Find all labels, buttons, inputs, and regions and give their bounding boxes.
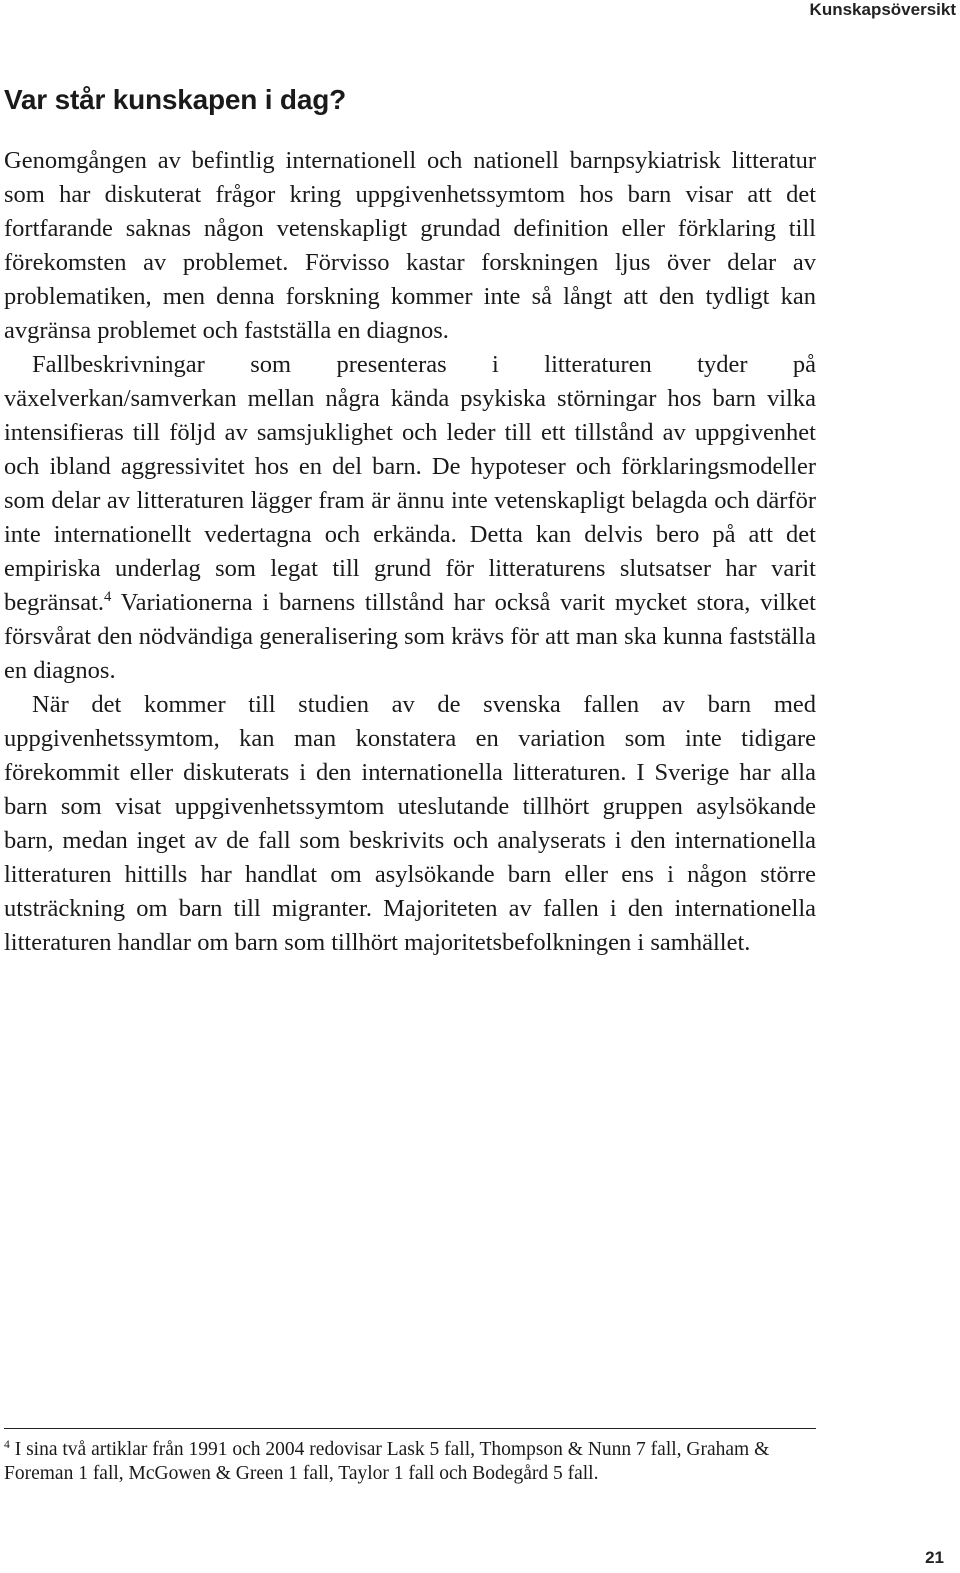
- paragraph-3: När det kommer till studien av de svenska fallen av barn med uppgivenhetssymtom, kan man konstatera en variation som inte tidigare förekommit eller diskuterats i den internationella litteraturen. I Sverige har alla barn som visat uppgivenhetssymtom uteslutande tillhört gruppen asylsökande barn, medan inget av de fall som beskrivits och analyserats i den internationella litteraturen hittills har handlat om asylsökande barn eller ens i någon större utsträckning om barn till migranter. Majoriteten av fallen i den internationella litteraturen handlar om barn som tillhört majoritetsbefolkningen i samhället.: [4, 691, 816, 956]
- footnote-text: I sina två artiklar från 1991 och 2004 redovisar Lask 5 fall, Thompson & Nunn 7 fall, Graham & Foreman 1 fall, McGowen & Green 1 fall, Taylor 1 fall och Bodegård 5 fall.: [4, 1439, 770, 1484]
- running-header: Kunskapsöversikt: [809, 0, 956, 19]
- paragraph-2: [4, 348, 816, 688]
- page-number: 21: [925, 1548, 944, 1567]
- footnote: [4, 1438, 816, 1486]
- paragraph-2-text-continued: Variationerna i barnens tillstånd har också varit mycket stora, vilket försvårat den nödvändiga generalisering som krävs för att man ska kunna fastställa en diagnos.: [4, 589, 816, 684]
- footnote-number: 4: [4, 1437, 10, 1451]
- footnote-separator: [4, 1428, 816, 1429]
- paragraph-1: Genomgången av befintlig internationell och nationell barnpsykiatrisk litteratur som har diskuterat frågor kring uppgivenhetssymtom hos barn visar att det fortfarande saknas någon vetenskapligt grundad definition eller förklaring till förekomsten av problemet. Förvisso kastar forskningen ljus över delar av problematiken, men denna forskning kommer inte så långt att den tydligt kan avgränsa problemet och fastställa en diagnos.: [4, 147, 816, 344]
- section-heading: Var står kunskapen i dag?: [4, 84, 347, 115]
- paragraph-2-text: Fallbeskrivningar som presenteras i litteraturen tyder på växelverkan/samverkan mellan några kända psykiska störningar hos barn vilka intensifieras till följd av samsjuklighet och leder till ett tillstånd av uppgivenhet och ibland aggressivitet hos en del barn. De hypoteser och förklaringsmodeller som delar av litteraturen lägger fram är ännu inte vetenskapligt belagda och därför inte internationellt vedertagna och erkända. Detta kan delvis bero på att det empiriska underlag som legat till grund för litteraturens slutsatser har varit begränsat.: [4, 351, 816, 616]
- footnote-reference[interactable]: 4: [104, 589, 112, 606]
- body-text: [4, 144, 816, 960]
